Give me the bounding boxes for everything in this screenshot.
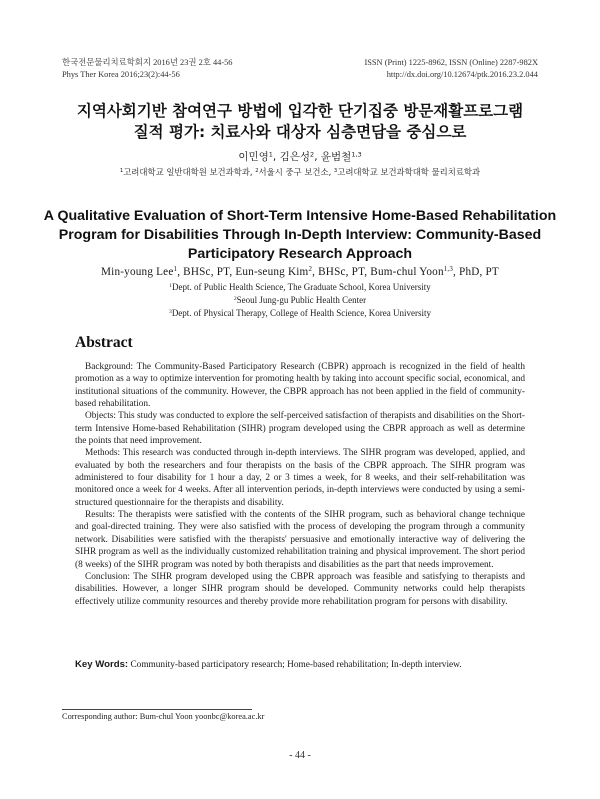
korean-affiliation: 고려대학교 일반대학원 보건과학과, [123, 167, 256, 177]
abstract-methods: Methods: This research was conducted through in-depth interviews. The SIHR program was developed, applied, and evaluated by both the researchers and four therapists on the basis of the CBPR approach. The SIHR program was administered to four disability for 1 hour a day, 2 or 3 times a week, for 8 weeks, and their self-rehabilitation was monitored once a week for 4 weeks. After all intervention periods, in-depth interviews were conducted by using a semi-structured questionnaire for the therapists and disability. [75, 448, 525, 508]
english-author-name: Bum-chul Yoon [370, 266, 444, 278]
affiliation-mark: 2 [233, 295, 237, 302]
korean-author-name: 윤범철 [320, 151, 352, 163]
abstract-heading: Abstract [75, 334, 133, 351]
korean-authors [0, 149, 600, 164]
korean-title [40, 101, 560, 143]
english-author-degrees: , BHSc, PT, [312, 266, 371, 278]
abstract-conclusion: Conclusion: The SIHR program developed using the CBPR approach was feasible and satisfying to therapists and disabilities. However, a longer SIHR program should be developed. Community networks could help therapists effectively utilize community resources and thereby provide more rehabilitation program for persons with disability. [75, 571, 525, 607]
english-title-line-1: A Qualitative Evaluation of Short-Term Intensive Home-Based Rehabilitation [43, 208, 557, 224]
keywords [75, 659, 535, 670]
english-title-line-2: Program for Disabilities Through In-Depth Interview: Community-Based [58, 227, 542, 243]
affiliation-text: Dept. of Public Health Science, The Graduate School, Korea University [172, 282, 431, 292]
journal-citation-korean: 한국전문물리치료학회지 2016년 23권 2호 44-56 [62, 58, 233, 67]
author-separator: , [272, 151, 280, 163]
korean-title-line-2: 질적 평가: 치료사와 대상자 심층면담을 중심으로 [133, 123, 467, 141]
english-author-affiliation-mark: 2 [308, 265, 313, 274]
korean-author-affiliation-mark: 1,3 [351, 150, 362, 159]
affiliation-text: Dept. of Physical Therapy, College of Health Science, Korea University [171, 308, 431, 318]
affiliation-mark: 3 [169, 308, 172, 315]
affiliation-mark: 1 [119, 168, 124, 175]
english-authors [0, 266, 600, 278]
english-author-name: Eun-seung Kim [235, 266, 309, 278]
korean-affiliation: 고려대학교 보건과학대학 물리치료학과 [337, 167, 481, 177]
korean-title-line-1: 지역사회기반 참여연구 방법에 입각한 단기집중 방문재활프로그램 [76, 102, 524, 120]
english-author-affiliation-mark: 1 [173, 265, 178, 274]
english-author-degrees: , PhD, PT [453, 266, 499, 278]
affiliation-mark: 1 [169, 282, 173, 289]
korean-author-name: 이민영 [238, 151, 269, 163]
english-author-degrees: , BHSc, PT, [177, 266, 236, 278]
keywords-label: Key Words: [75, 659, 129, 670]
keywords-text: Community-based participatory research; Home-based rehabilitation; In-depth interview. [128, 660, 462, 670]
korean-author-name: 김은성 [279, 151, 311, 163]
korean-affiliations [0, 166, 600, 178]
issn-text: ISSN (Print) 1225-8962, ISSN (Online) 2287-982X [364, 58, 538, 67]
journal-citation-english: Phys Ther Korea 2016;23(2):44-56 [62, 70, 180, 79]
english-affiliation-2 [0, 295, 600, 305]
english-author-affiliation-mark: 1,3 [443, 265, 454, 274]
doi-link[interactable]: http://dx.doi.org/10.12674/ptk.2016.23.2.044 [386, 70, 538, 79]
korean-author-affiliation-mark: 1 [268, 150, 273, 159]
corresponding-author-footnote: Corresponding author: Bum-chul Yoon yoonbc@korea.ac.kr [62, 712, 265, 721]
english-title-line-3: Participatory Research Approach [187, 246, 413, 262]
affiliation-mark: 2 [255, 168, 259, 175]
journal-citation [62, 57, 233, 81]
abstract-objects: Objects: This study was conducted to explore the self-perceived satisfaction of therapists and disabilities on the Short-term Intensive Home-based Rehabilitation (SIHR) program developed using the CBPR approach as well as determine the points that need improvement. [75, 411, 525, 447]
affiliation-text: Seoul Jung-gu Public Health Center [236, 295, 367, 305]
english-author-name: Min-young Lee [101, 266, 174, 278]
abstract-background: Background: The Community-Based Participatory Research (CBPR) approach is recognized in the field of health promotion as a way to optimize intervention for promoting health by taking into account specific social, economical, and institutional situations of the community. However, the CBPR approach has not been applied in the field of community-based rehabilitation. [75, 362, 526, 410]
korean-affiliation: 서울시 중구 보건소, [258, 167, 334, 177]
affiliation-mark: 3 [333, 168, 338, 175]
korean-author-affiliation-mark: 2 [310, 150, 315, 159]
english-affiliation-3 [0, 308, 600, 318]
page-number: - 44 - [289, 750, 311, 761]
english-title [40, 207, 560, 264]
abstract-results: Results: The therapists were satisfied with the contents of the SIHR program, such as behavioral change technique and goal-directed training. They were also satisfied with the process of developing the program through a community network. Disabilities were satisfied with the therapists' persuasive and emotionally interactive way of delivering the SIHR program as well as the individually customized rehabilitation training and physical improvement. The short period (8 weeks) of the SIHR program was noted by both therapists and disabilities as the part that needs improvement. [75, 510, 525, 570]
abstract-body [75, 361, 525, 608]
english-affiliation-1 [0, 282, 600, 292]
author-separator: , [314, 151, 321, 163]
issn-doi-block [364, 57, 538, 81]
footnote-divider [62, 709, 252, 710]
